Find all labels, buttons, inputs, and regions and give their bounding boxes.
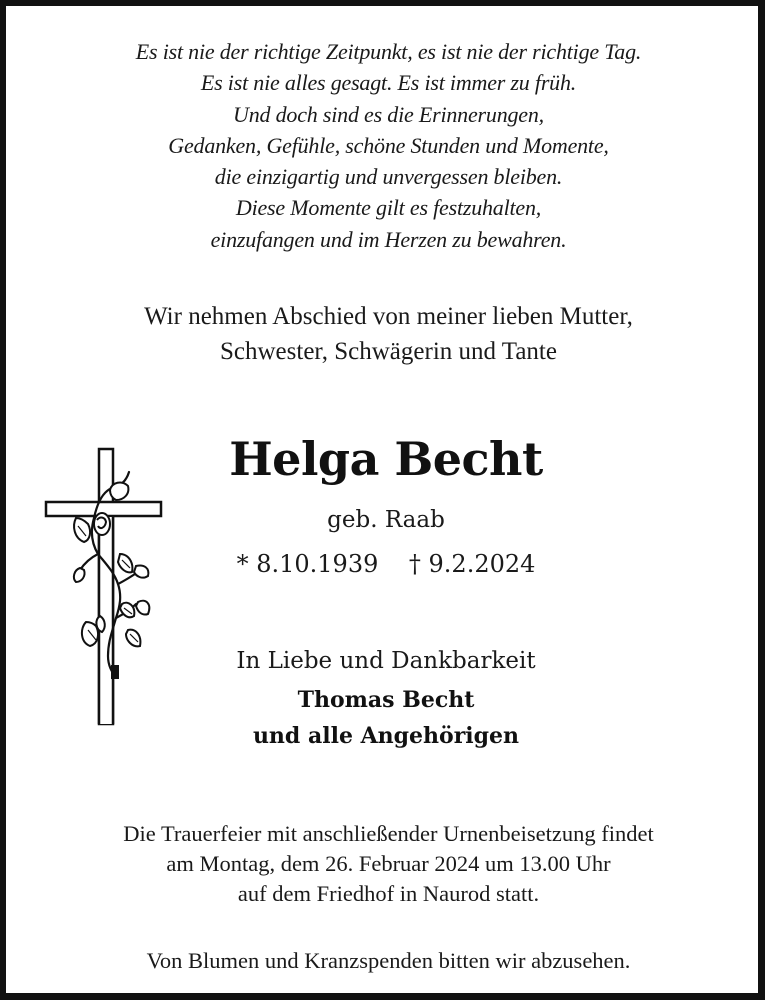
maiden-name: geb. Raab	[327, 507, 445, 533]
ceremony-line: auf dem Friedhof in Naurod statt.	[237, 881, 540, 906]
poem	[6, 36, 765, 255]
birth-date: * 8.10.1939	[236, 550, 379, 578]
poem-line: Gedanken, Gefühle, schöne Stunden und Momente,	[168, 132, 609, 158]
poem-line: Es ist nie der richtige Zeitpunkt, es ist nie der richtige Tag.	[135, 39, 642, 64]
death-date: † 9.2.2024	[408, 550, 536, 578]
ceremony-line: Die Trauerfeier mit anschließender Urnenbeisetzung findet	[123, 821, 654, 846]
poem-line: Diese Momente gilt es festzuhalten,	[235, 195, 542, 221]
signers	[206, 682, 566, 754]
flowers-note: Von Blumen und Kranzspenden bitten wir abzusehen.	[146, 948, 631, 973]
signer-line: und alle Angehörigen	[252, 723, 520, 749]
farewell-line: Schwester, Schwägerin und Tante	[220, 338, 557, 365]
ceremony-line: am Montag, dem 26. Februar 2024 um 13.00 Uhr	[166, 851, 611, 876]
ceremony-details	[6, 819, 765, 909]
poem-line: Es ist nie alles gesagt. Es ist immer zu früh.	[200, 70, 577, 96]
farewell-line: Wir nehmen Abschied von meiner lieben Mutter,	[144, 303, 633, 330]
deceased-name: Helga Becht	[229, 432, 543, 486]
poem-line: einzufangen und im Herzen zu bewahren.	[210, 226, 567, 252]
signer-line: Thomas Becht	[297, 687, 475, 713]
poem-line: Und doch sind es die Erinnerungen,	[233, 101, 544, 127]
life-dates	[206, 547, 566, 581]
cross-with-rose-icon	[42, 446, 167, 728]
farewell-text	[6, 299, 765, 369]
closing-phrase: In Liebe und Dankbarkeit	[236, 648, 536, 674]
poem-line: die einzigartig und unvergessen bleiben.	[214, 164, 563, 190]
